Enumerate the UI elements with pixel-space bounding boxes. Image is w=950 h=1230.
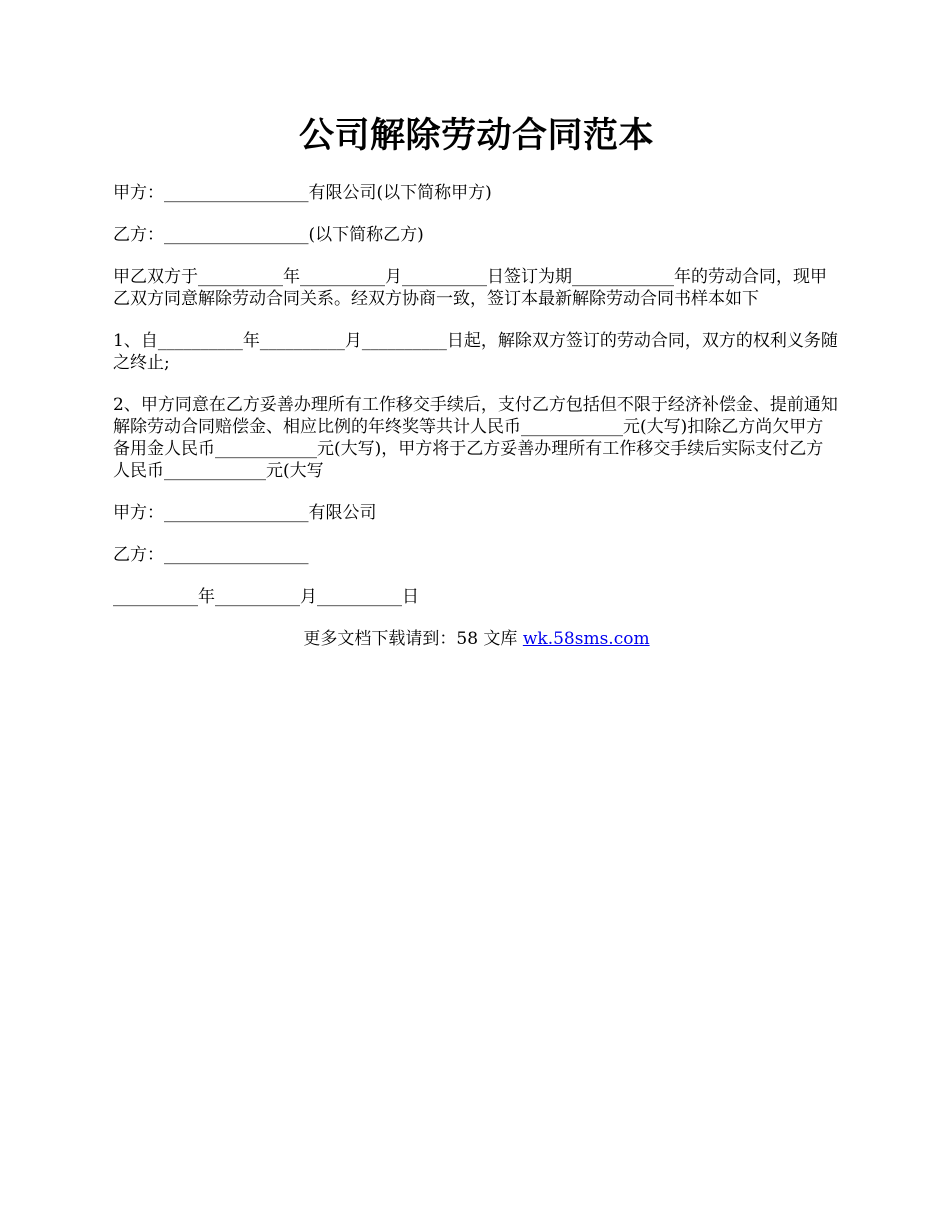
party-a-line: 甲方：_________________有限公司(以下简称甲方) — [113, 183, 492, 203]
footer — [113, 628, 840, 650]
clause-2: 2、甲方同意在乙方妥善办理所有工作移交手续后，支付乙方包括但不限于经济补偿金、提前通知解除劳动合同赔偿金、相应比例的年终奖等共计人民币____________元(大写)扣除乙方尚欠甲方备用金人民币____________元(大写)，甲方将于乙方妥善办理所有工作移交手续后实际支付乙方人民币____________元(大写 — [113, 395, 838, 481]
signature-date: __________年__________月__________日 — [113, 587, 419, 607]
signature-party-a: 甲方：_________________有限公司 — [113, 503, 377, 523]
clause-1: 1、自__________年__________月__________日起，解除双方签订的劳动合同，双方的权利义务随之终止; — [113, 331, 838, 373]
footer-link[interactable]: wk.58sms.com — [522, 629, 650, 649]
party-b-line: 乙方：_________________(以下简称乙方) — [113, 225, 424, 245]
footer-text: 更多文档下载请到：58 文库 — [303, 629, 523, 649]
intro-paragraph: 甲乙双方于__________年__________月__________日签订为期____________年的劳动合同，现甲乙双方同意解除劳动合同关系。经双方协商一致，签订本最新解除劳动合同书样本如下 — [113, 267, 827, 309]
document-body — [113, 112, 840, 650]
document-title: 公司解除劳动合同范本 — [298, 115, 654, 156]
signature-party-b: 乙方：_________________ — [113, 545, 309, 565]
